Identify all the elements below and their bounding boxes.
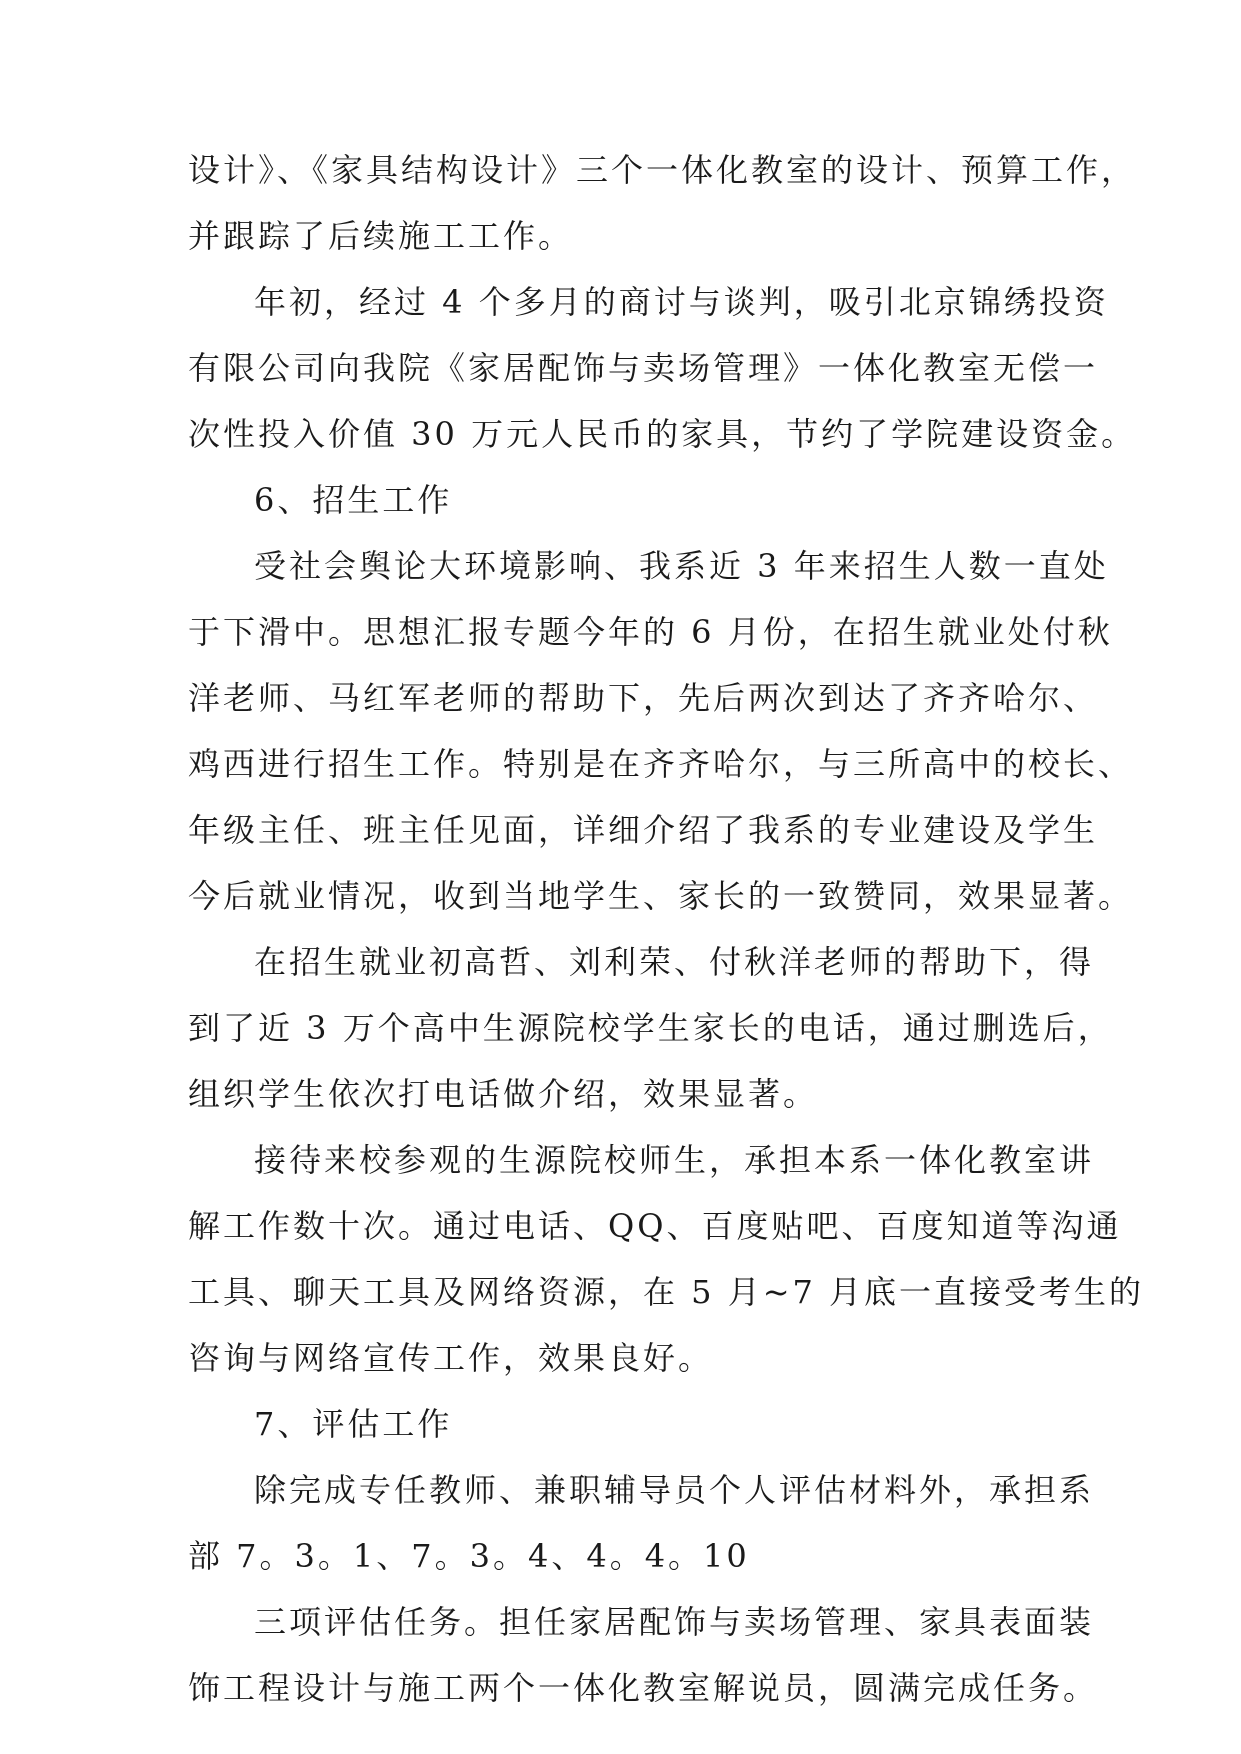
text-line: 部 7。3。1、7。3。4、4。4。10 [188, 1537, 750, 1575]
text-line: 于下滑中。思想汇报专题今年的 6 月份，在招生就业处付秋 [188, 613, 1113, 651]
text-line: 组织学生依次打电话做介绍，效果显著。 [188, 1075, 819, 1113]
text-line: 三项评估任务。担任家居配饰与卖场管理、家具表面装 [254, 1603, 1095, 1641]
text-line: 设计》、《家具结构设计》三个一体化教室的设计、预算工作， [188, 151, 1137, 189]
text-line: 在招生就业初高哲、刘利荣、付秋洋老师的帮助下，得 [254, 943, 1095, 981]
text-line: 今后就业情况，收到当地学生、家长的一致赞同，效果显著。 [188, 877, 1134, 915]
text-line: 到了近 3 万个高中生源院校学生家长的电话，通过删选后， [188, 1009, 1113, 1047]
text-line: 咨询与网络宣传工作，效果良好。 [188, 1339, 714, 1377]
text-line: 受社会舆论大环境影响、我系近 3 年来招生人数一直处 [254, 547, 1109, 585]
section-heading: 7、评估工作 [254, 1405, 453, 1443]
text-line: 鸡西进行招生工作。特别是在齐齐哈尔，与三所高中的校长、 [188, 745, 1134, 783]
text-line: 工具、聊天工具及网络资源，在 5 月~7 月底一直接受考生的 [188, 1273, 1145, 1311]
text-line: 有限公司向我院《家居配饰与卖场管理》一体化教室无偿一 [188, 349, 1099, 387]
section-heading: 6、招生工作 [254, 481, 453, 519]
text-line: 年级主任、班主任见面，详细介绍了我系的专业建设及学生 [188, 811, 1099, 849]
text-line: 除完成专任教师、兼职辅导员个人评估材料外，承担系 [254, 1471, 1095, 1509]
text-line: 并跟踪了后续施工工作。 [188, 217, 574, 255]
text-line: 洋老师、马红军老师的帮助下，先后两次到达了齐齐哈尔、 [188, 679, 1099, 717]
text-line: 年初，经过 4 个多月的商讨与谈判，吸引北京锦绣投资 [254, 283, 1109, 321]
text-line: 解工作数十次。通过电话、QQ、百度贴吧、百度知道等沟通 [188, 1207, 1122, 1245]
text-line: 饰工程设计与施工两个一体化教室解说员，圆满完成任务。 [188, 1669, 1099, 1707]
text-line: 接待来校参观的生源院校师生，承担本系一体化教室讲 [254, 1141, 1095, 1179]
text-line: 次性投入价值 30 万元人民币的家具，节约了学院建设资金。 [188, 415, 1137, 453]
